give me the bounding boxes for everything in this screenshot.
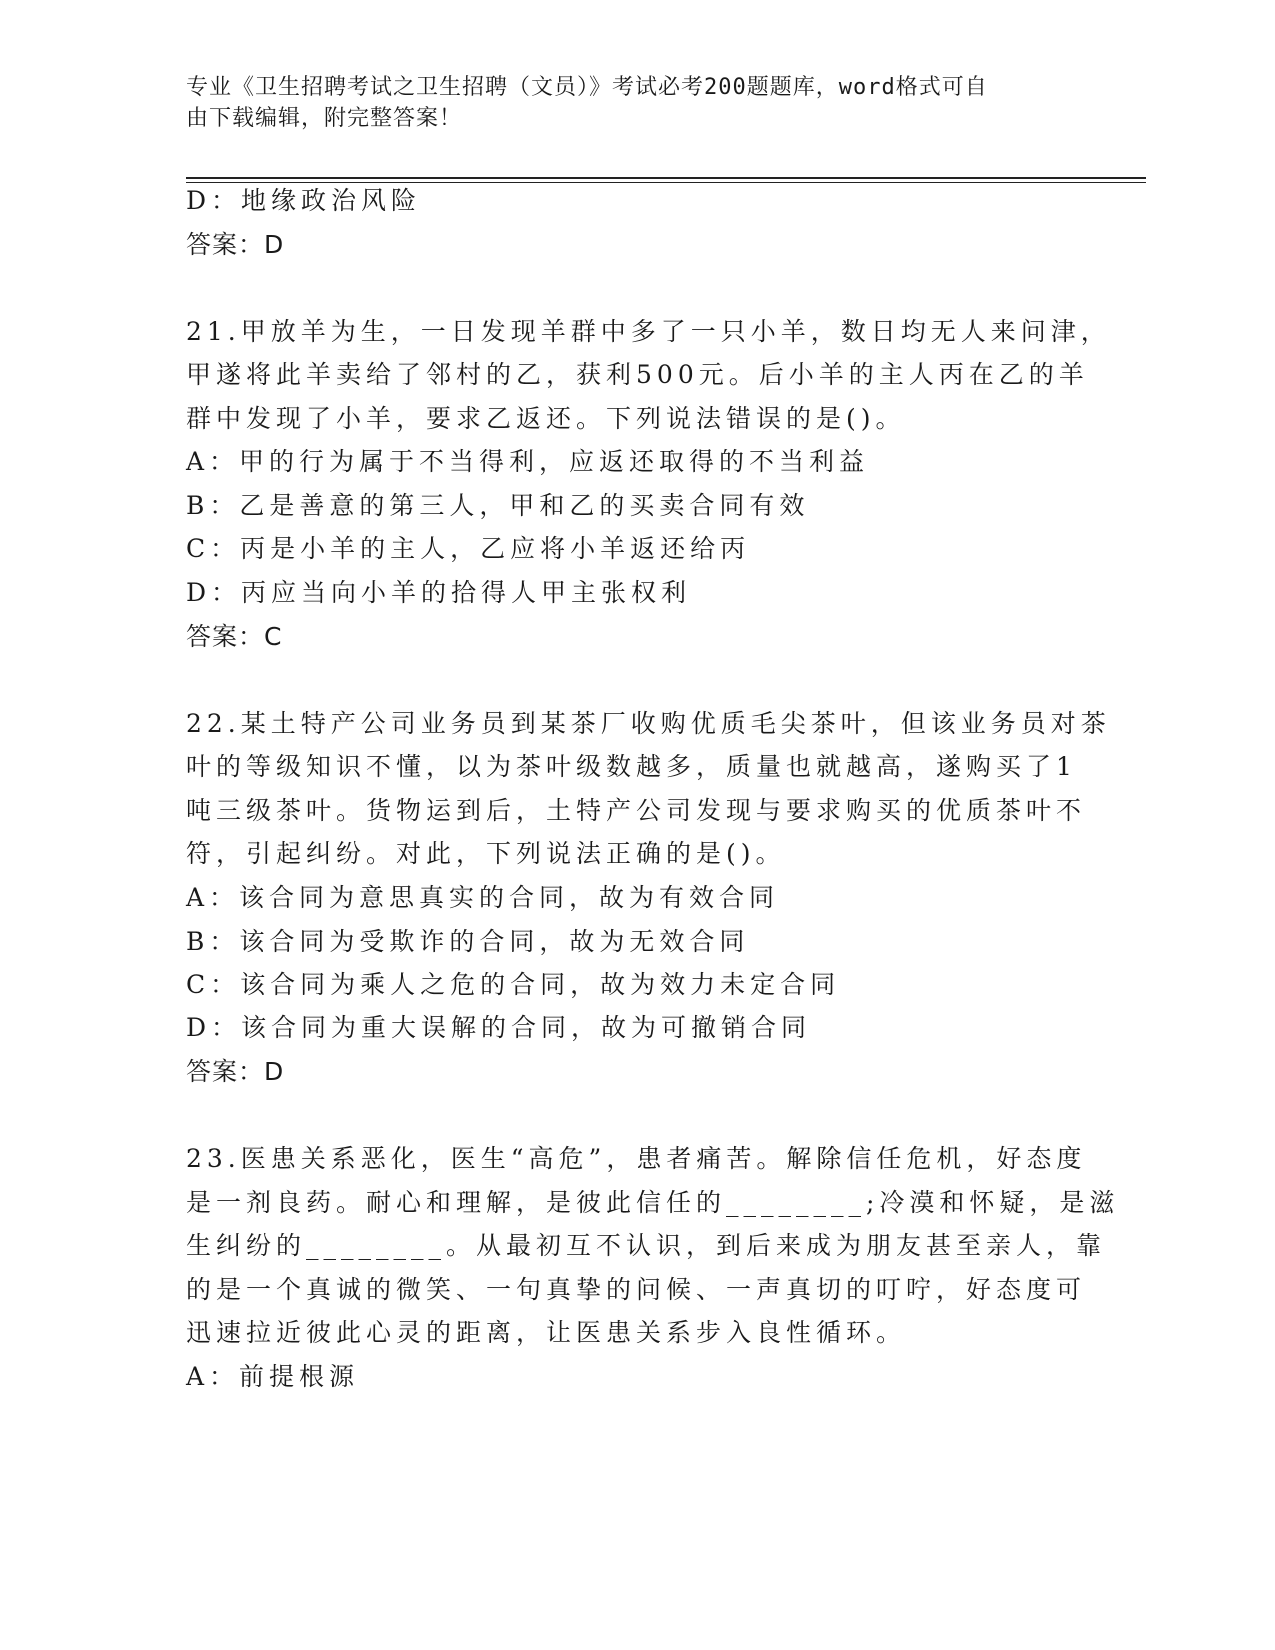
- q22-answer: 答案：D: [186, 1057, 285, 1086]
- q21-option-c: C：丙是小羊的主人，乙应将小羊返还给丙: [186, 534, 751, 563]
- q21-option-a: A：甲的行为属于不当得利，应返还取得的不当利益: [186, 447, 870, 476]
- q22-option-c: C：该合同为乘人之危的合同，故为效力未定合同: [186, 970, 841, 999]
- q22-stem-line-2: 叶的等级知识不懂，以为茶叶级数越多，质量也就越高，遂购买了1: [186, 752, 1077, 781]
- page-header: [186, 72, 1066, 134]
- q21-stem-line-3: 群中发现了小羊，要求乙返还。下列说法错误的是()。: [186, 404, 906, 433]
- q23-stem-line-1: 23.医患关系恶化，医生“高危”，患者痛苦。解除信任危机，好态度: [186, 1144, 1087, 1173]
- q21-option-b: B：乙是善意的第三人，甲和乙的买卖合同有效: [186, 491, 810, 520]
- q23-stem-line-4: 的是一个真诚的微笑、一句真挚的问候、一声真切的叮咛，好态度可: [186, 1275, 1087, 1304]
- q22-stem-line-3: 吨三级茶叶。货物运到后，土特产公司发现与要求购买的优质茶叶不: [186, 796, 1087, 825]
- q21-stem-line-2: 甲遂将此羊卖给了邻村的乙，获利500元。后小羊的主人丙在乙的羊: [186, 360, 1089, 389]
- q21-stem-line-1: 21.甲放羊为生，一日发现羊群中多了一只小羊，数日均无人来问津，: [186, 317, 1111, 346]
- q23-stem-line-3: 生纠纷的________。从最初互不认识，到后来成为朋友甚至亲人，靠: [186, 1231, 1107, 1260]
- q22-option-d: D：该合同为重大误解的合同，故为可撤销合同: [186, 1013, 812, 1042]
- q21-option-d: D：丙应当向小羊的拾得人甲主张权利: [186, 578, 692, 607]
- header-rule-thick: [186, 177, 1146, 179]
- q21-answer: 答案：C: [186, 622, 283, 651]
- header-line-2: 由下载编辑，附完整答案！: [186, 106, 463, 131]
- q22-stem-line-1: 22.某土特产公司业务员到某茶厂收购优质毛尖茶叶，但该业务员对茶: [186, 709, 1111, 738]
- q22-option-a: A：该合同为意思真实的合同，故为有效合同: [186, 883, 780, 912]
- q23-option-a: A：前提根源: [186, 1362, 360, 1391]
- q23-stem-line-2: 是一剂良药。耐心和理解，是彼此信任的________;冷漠和怀疑，是滋: [186, 1188, 1120, 1217]
- prev-option-d: D：地缘政治风险: [186, 186, 422, 215]
- q22-stem-line-4: 符，引起纠纷。对此，下列说法正确的是()。: [186, 839, 786, 868]
- header-rule-thin: [186, 182, 1146, 183]
- header-line-1: 专业《卫生招聘考试之卫生招聘（文员）》考试必考200题题库，word格式可自: [186, 75, 988, 100]
- prev-answer: 答案：D: [186, 230, 285, 259]
- q22-option-b: B：该合同为受欺诈的合同，故为无效合同: [186, 927, 750, 956]
- q23-stem-line-5: 迅速拉近彼此心灵的距离，让医患关系步入良性循环。: [186, 1318, 907, 1347]
